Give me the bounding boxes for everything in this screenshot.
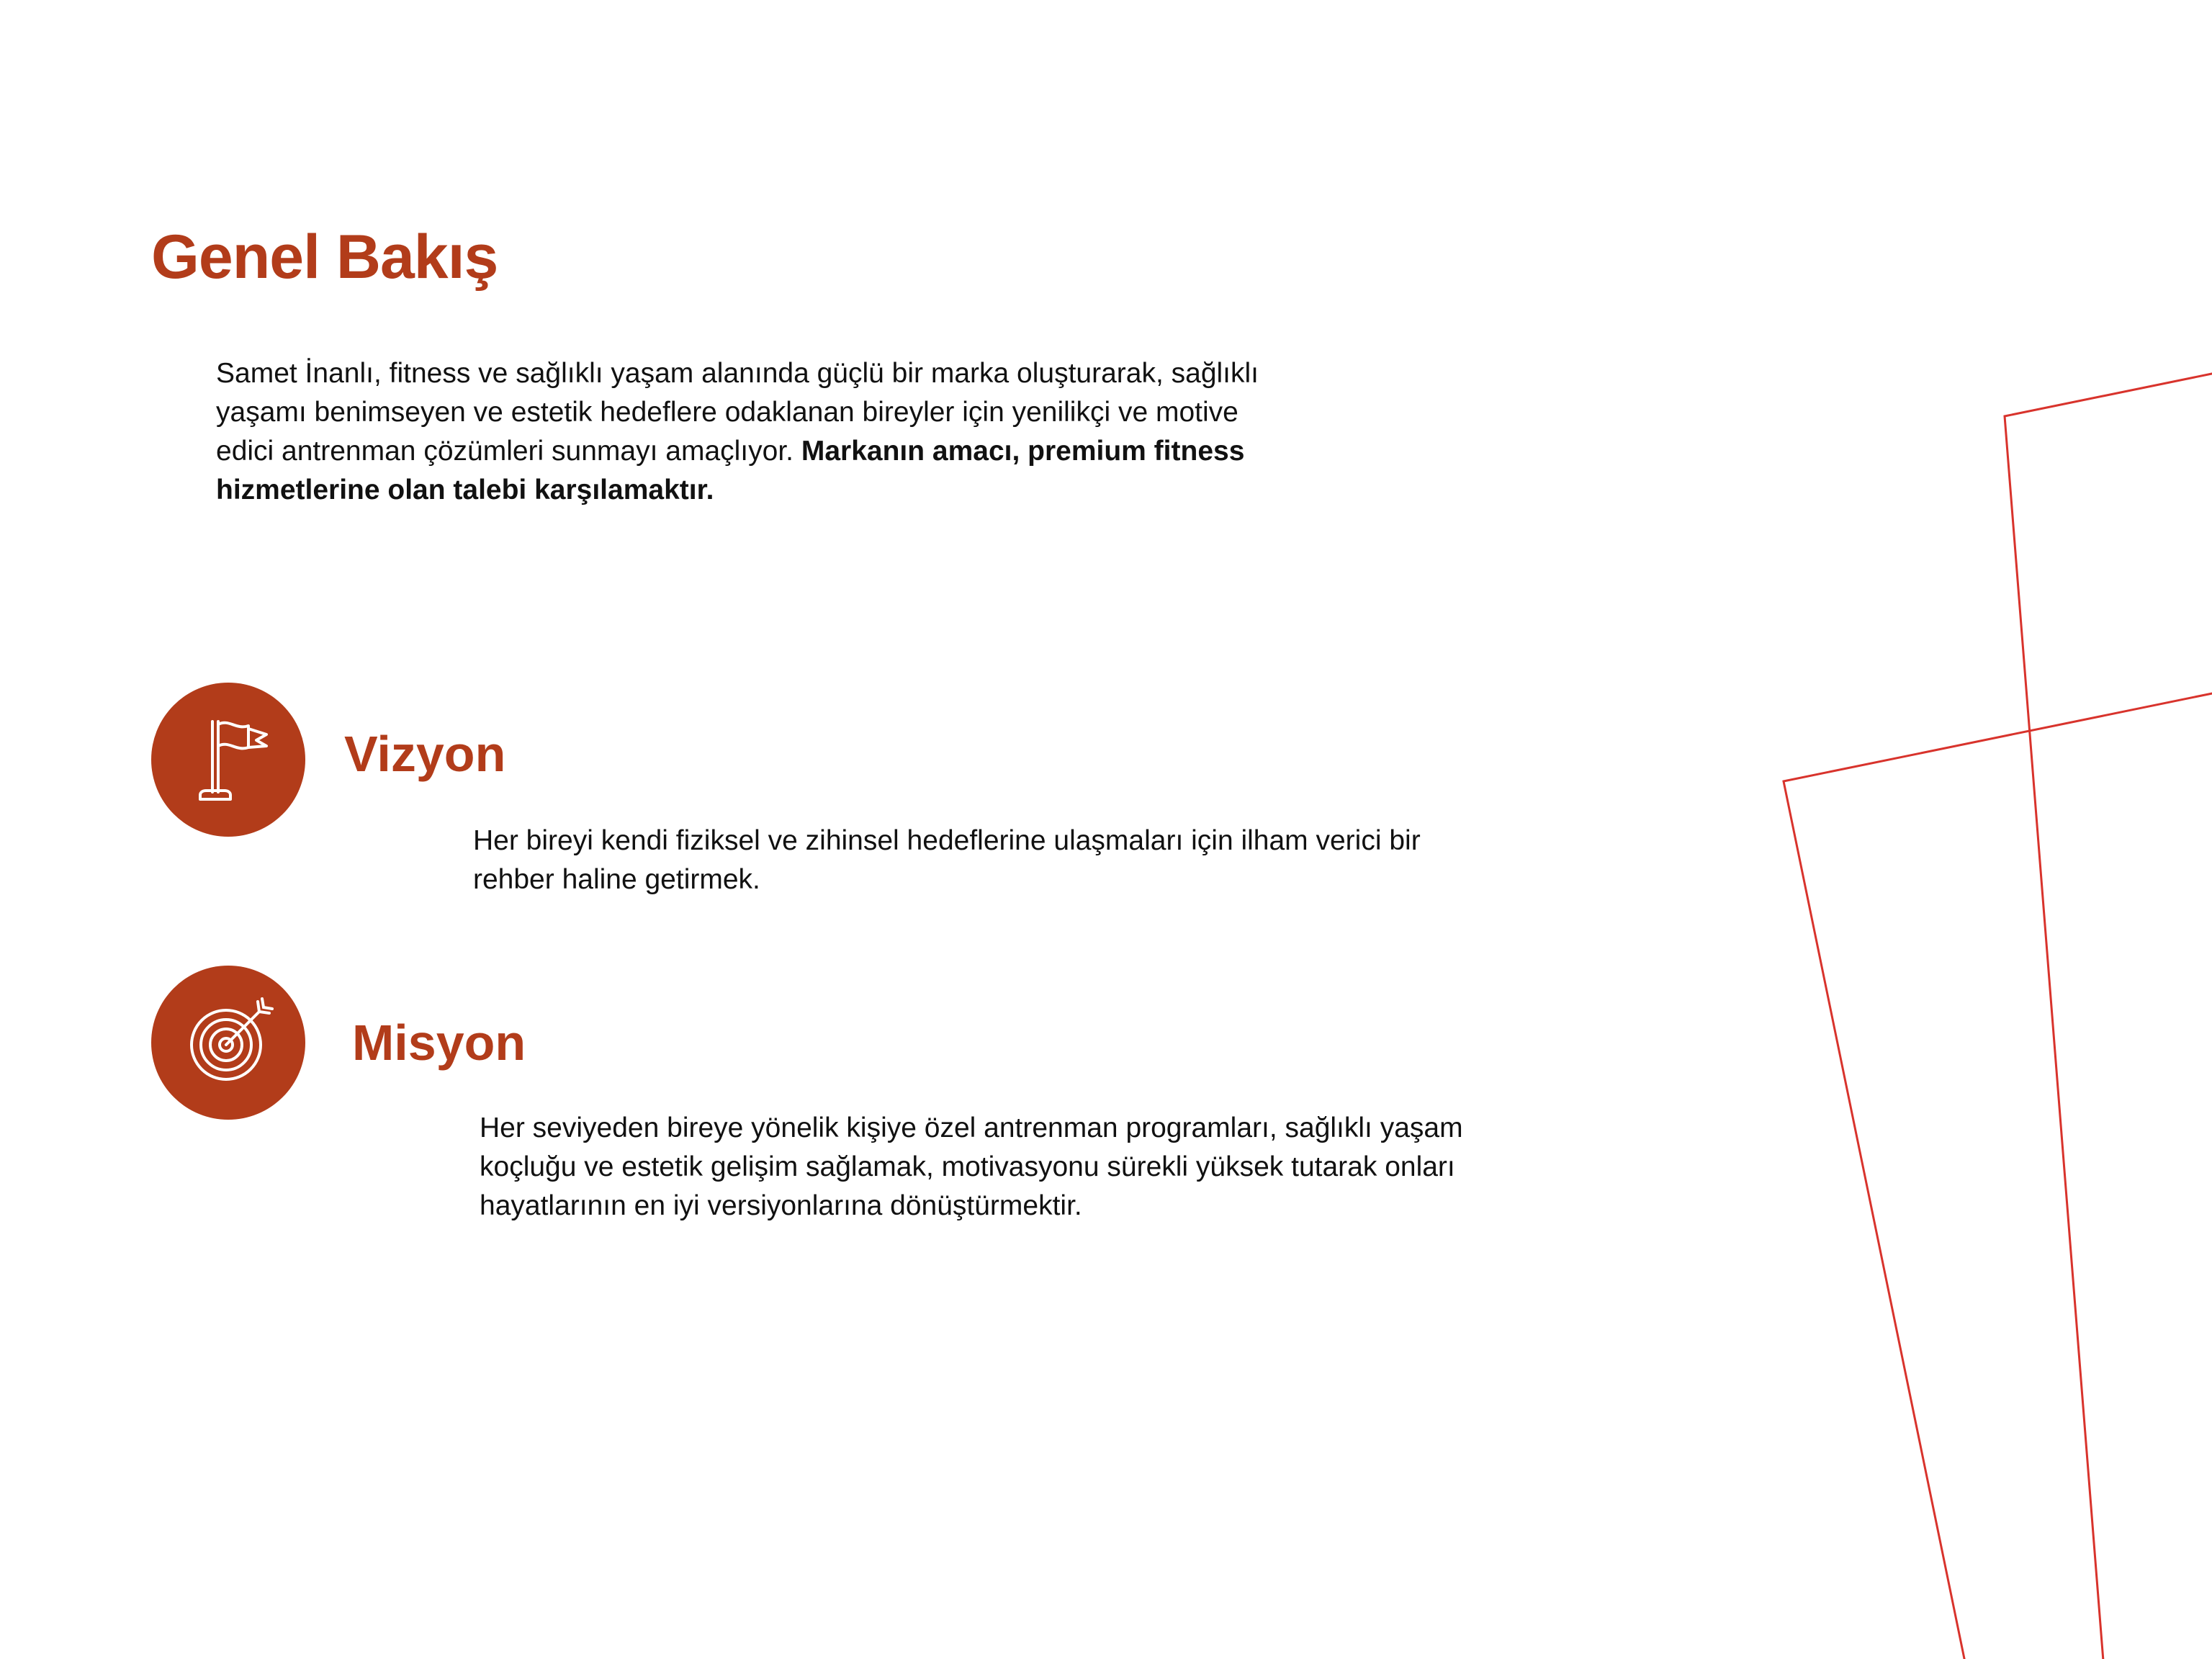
intro-paragraph [216, 354, 1267, 510]
intro-text: Samet İnanlı, fitness ve sağlıklı yaşam alanında güçlü bir marka oluşturarak, sağlıklı yaşamı benimseyen ve estetik hedeflere odaklanan bireyler için yenilikçi ve motive edici antrenman çözümleri sunmayı amaçlıyor. [216, 358, 1259, 467]
decorative-square-upper [2005, 364, 2212, 1659]
vision-text: Her bireyi kendi fiziksel ve zihinsel hedeflerine ulaşmaları için ilham verici bir rehber haline getirmek. [473, 825, 1421, 895]
flag-icon [151, 683, 305, 837]
vision-icon-badge [151, 683, 305, 837]
page-title: Genel Bakış [151, 222, 498, 292]
mission-title: Misyon [352, 1015, 526, 1071]
target-icon [151, 966, 305, 1120]
mission-text: Her seviyeden bireye yönelik kişiye özel antrenman programları, sağlıklı yaşam koçluğu ve estetik gelişim sağlamak, motivasyonu sürekli yüksek tutarak onları hayatlarının en iyi versiyonlarına dönüştürmektir. [480, 1112, 1463, 1221]
vision-title: Vizyon [344, 726, 506, 782]
decorative-square-lower [1784, 680, 2212, 1659]
intro-bold-text: Markanın amacı, premium fitness hizmetlerine olan talebi karşılamaktır. [216, 436, 1245, 505]
mission-icon-badge [151, 966, 305, 1120]
